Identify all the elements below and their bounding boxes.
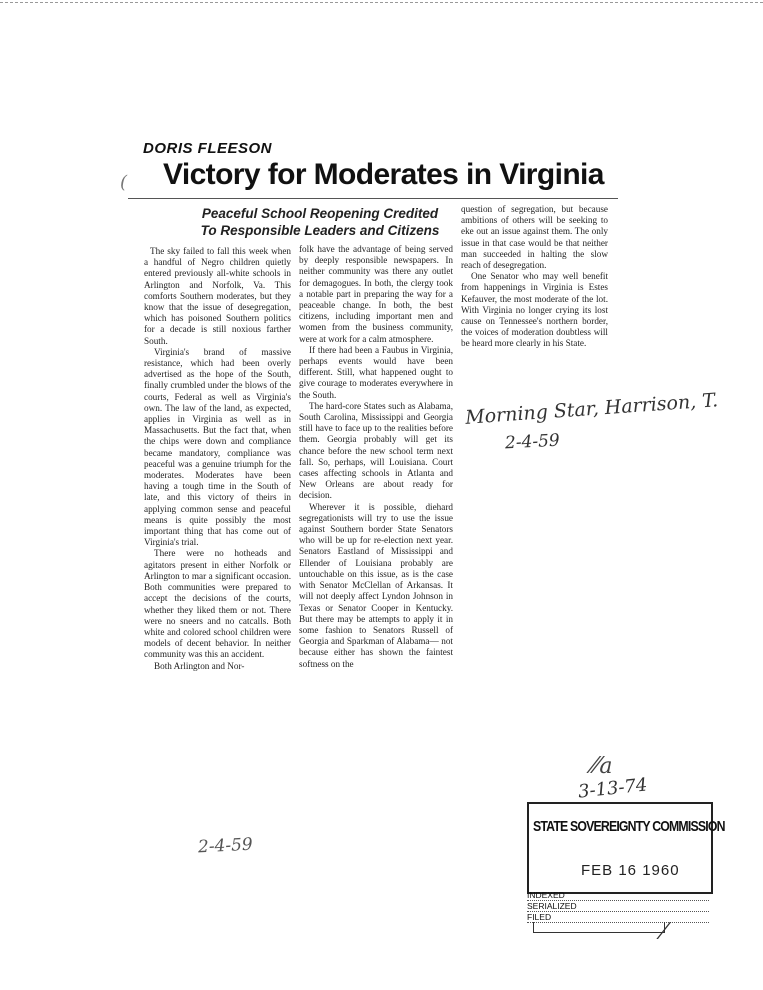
headline-rule — [128, 198, 618, 199]
paragraph: Wherever it is possible, diehard segregationists will try to use the issue against Southern border State Senators who will be up for re-election next year. Senators Eastland of Mississippi and Ellender of Louisiana probably are untouchable on this issue, as is the case with Senator McClellan of Arkansas. It will not deeply affect Lyndon Johnson in Texas or Senator Cooper in Kentucky. But there may be attempts to apply it in some fashion to Senators Russell of Georgia and Sparkman of Alabama— not because either has shown the faintest softness on the — [299, 501, 453, 669]
handwritten-source-note: Morning Star, Harrison, T. — [464, 389, 719, 429]
stamp-title: STATE SOVEREIGNTY COMMISSION — [533, 818, 725, 835]
article-column-3 — [461, 204, 608, 350]
subhead — [170, 205, 470, 239]
subhead-line-1: Peaceful School Reopening Credited — [201, 206, 439, 221]
commission-stamp — [527, 802, 725, 940]
article-column-2 — [299, 244, 453, 670]
stamp-rows — [527, 890, 709, 923]
stamp-row-serialized: SERIALIZED — [527, 901, 709, 912]
paragraph: folk have the advantage of being served by deeply responsible newspapers. In neither community was there any outlet for demagogues. In both, the clergy took a notable part in preparing the way for a peaceable change. In both, the best citizens, including important men and women from the business community, were at work for a calm atmosphere. — [299, 244, 453, 344]
handwritten-clip-date: 2-4-59 — [504, 430, 561, 454]
paragraph: If there had been a Faubus in Virginia, perhaps events would have been different. Still, what happened ought to give courage to moderates everywhere in the South. — [299, 344, 453, 400]
paragraph: Both Arlington and Nor- — [154, 660, 245, 671]
scan-edge-dashed-line — [0, 2, 763, 3]
handwritten-initials: ⁄ — [662, 920, 666, 945]
stamp-row-filed: FILED — [527, 912, 709, 923]
paragraph: Virginia's brand of massive resistance, which had been overly advertised as the hope of the South, finally crumbled under the blows of the courts, Federal as well as Virginia's own. The law of the land, as expected, applies in Virginia as well as in Massachusetts. But the fact that, when the chips were down and compliance became mandatory, compliance was peaceful was a genuine triumph for the moderates. Moderates have been having a tough time in the South of late, and this victory of theirs in applying common sense and peaceful means is quite possibly the most important thing that has come out of Virginia's trial. — [144, 346, 291, 548]
byline: DORIS FLEESON — [143, 140, 273, 157]
handwritten-bottom-scribble: 2-4-59 — [197, 834, 254, 858]
stamp-box — [527, 802, 725, 894]
stamp-date: FEB 16 1960 — [581, 862, 680, 879]
handwritten-filing-date: 3-13-74 — [577, 774, 649, 803]
paragraph: question of segregation, but because ambitions of others will be seeking to eke out an issue against them. The only issue in that case would be that neither man succeeded in halting the slow reach of desegregation. — [461, 204, 608, 271]
stamp-bracket — [533, 922, 665, 933]
paragraph: One Senator who may well benefit from happenings in Virginia is Estes Kefauver, the most moderate of the lot. With Virginia no longer crying its lost cause on Tennessee's northern border, the voices of moderation doubtless will be heard more clearly in his State. — [461, 271, 608, 349]
headline: Victory for Moderates in Virginia — [163, 158, 604, 191]
margin-mark: ( — [120, 172, 128, 193]
article-column-1 — [144, 246, 291, 672]
paragraph: There were no hotheads and agitators present in either Norfolk or Arlington to mar a significant occasion. Both communities were prepared to accept the decisions of the courts, whether they liked them or not. There were no sneers and no catcalls. Both white and colored school children were models of decent behavior. In neither community was this an accident. — [144, 548, 291, 660]
paragraph: The sky failed to fall this week when a handful of Negro children quietly entered previously all-white schools in Arlington and Norfolk, Va. This comforts Southern moderates, but they know that the issue of desegregation, which has poisoned Southern politics for a decade is still noxious farther South. — [144, 246, 291, 346]
subhead-line-2: To Responsible Leaders and Citizens — [200, 223, 440, 238]
stamp-row-indexed: INDEXED — [527, 890, 709, 901]
paragraph: The hard-core States such as Alabama, South Carolina, Mississippi and Georgia still have to face up to the realities before them. Georgia probably will get its chance before the new school term next fall. So, perhaps, will Louisiana. Court cases affecting schools in Atlanta and New Orleans are about ready for decision. — [299, 400, 453, 501]
handwritten-check-mark: ⁄⁄a — [592, 754, 613, 779]
